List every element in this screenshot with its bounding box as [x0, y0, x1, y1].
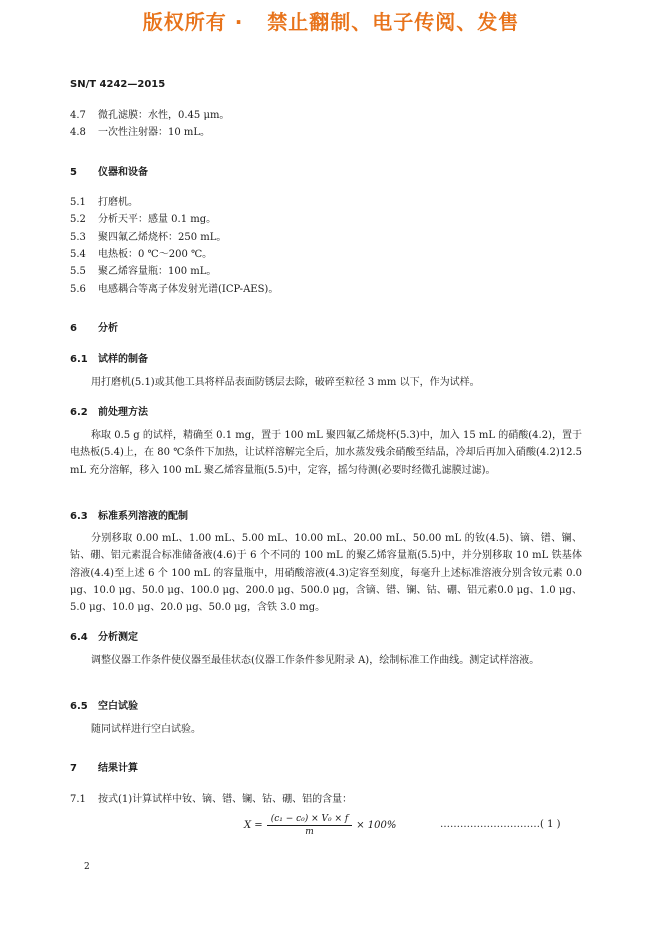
subsection-number: 6.1	[70, 354, 88, 365]
section-title: 分析	[98, 323, 118, 334]
list-item	[70, 109, 229, 123]
item-number: 5.1	[70, 197, 86, 208]
list-item	[70, 248, 212, 262]
subsection-heading	[70, 403, 148, 418]
item-number: 5.4	[70, 249, 86, 260]
section-heading	[70, 163, 148, 178]
paragraph: 用打磨机(5.1)或其他工具将样品表面防锈层去除，破碎至粒径 3 mm 以下，作为试样。	[91, 377, 480, 388]
subsection-number: 6.5	[70, 701, 88, 712]
list-item	[70, 231, 226, 245]
equation-number: …………………………( 1 )	[440, 819, 561, 830]
item-number: 5.6	[70, 284, 86, 295]
subsection-heading	[70, 628, 138, 643]
item-number: 4.7	[70, 110, 86, 121]
subsection-number: 6.2	[70, 407, 88, 418]
paragraph: 调整仪器工作条件使仪器至最佳状态(仪器工作条件参见附录 A)，绘制标准工作曲线。测定试样溶液。	[91, 655, 540, 666]
section-number: 5	[70, 167, 77, 178]
item-text: 电热板：0 ℃～200 ℃。	[98, 249, 213, 260]
paragraph: 随同试样进行空白试验。	[91, 724, 201, 735]
item-text: 聚四氟乙烯烧杯：250 mL。	[98, 232, 227, 243]
item-text: 分析天平：感量 0.1 mg。	[98, 214, 217, 225]
list-item	[70, 126, 210, 140]
item-text: 打磨机。	[98, 197, 138, 208]
subsection-title: 前处理方法	[98, 407, 148, 418]
subsection-heading	[70, 350, 148, 365]
subsection-heading	[70, 697, 138, 712]
list-item	[70, 196, 138, 210]
item-number: 5.3	[70, 232, 86, 243]
item-number: 5.2	[70, 214, 86, 225]
formula-lhs: X =	[244, 820, 263, 831]
item-text: 微孔滤膜：水性，0.45 μm。	[98, 110, 230, 121]
section-heading	[70, 759, 138, 774]
subsection-title: 分析测定	[98, 632, 138, 643]
list-item	[70, 213, 216, 227]
subsection-heading	[70, 507, 188, 522]
list-item	[70, 265, 216, 279]
standard-code: SN/T 4242—2015	[70, 79, 166, 90]
subsection-title: 标准系列溶液的配制	[98, 511, 188, 522]
copyright-watermark: 版权所有 · 禁止翻制、电子传阅、发售	[142, 10, 520, 34]
formula-denominator: m	[305, 827, 314, 837]
subsection-number: 6.3	[70, 511, 88, 522]
subsection-title: 试样的制备	[98, 354, 148, 365]
formula-1	[244, 814, 396, 837]
section-heading	[70, 319, 118, 334]
section-number: 7	[70, 763, 77, 774]
item-number: 5.5	[70, 266, 86, 277]
item-text: 一次性注射器：10 mL。	[98, 127, 211, 138]
clause-text: 按式(1)计算试样中钕、镝、镨、镧、钴、硼、铝的含量：	[98, 794, 353, 805]
section-title: 仪器和设备	[98, 167, 148, 178]
item-text: 电感耦合等离子体发射光谱(ICP-AES)。	[98, 284, 279, 295]
formula-fraction	[267, 814, 353, 837]
item-text: 聚乙烯容量瓶：100 mL。	[98, 266, 217, 277]
paragraph: 分别移取 0.00 mL、1.00 mL、5.00 mL、10.00 mL、20.00 mL、50.00 mL 的钕(4.5)、镝、镨、镧、钴、硼、铝元素混合标准储备液(4.6)于 6 个不同的 100 mL 的聚乙烯容量瓶(5.5)中，并分别移取 10 mL 铁基体溶液(4.4)至上述 6 个 100 mL 的容量瓶中，用硝酸溶液(4.3)定容至刻度，每毫升上述标准溶液分别含钕元素 0.0 μg、10.0 μg、50.0 μg、100.0 μg、200.0 μg、500.0 μg，含镝、镨、镧、钴、硼、铝元素0.0 μg、1.0 μg、5.0 μg、10.0 μg、20.0 μg、50.0 μg，含铁 3.0 mg。	[70, 533, 582, 614]
formula-rhs: × 100%	[356, 820, 397, 831]
item-number: 4.8	[70, 127, 86, 138]
list-item	[70, 283, 278, 297]
clause-number: 7.1	[70, 794, 86, 805]
clause-7-1	[70, 793, 352, 807]
subsection-title: 空白试验	[98, 701, 138, 712]
page-number: 2	[84, 862, 90, 872]
section-title: 结果计算	[98, 763, 138, 774]
subsection-number: 6.4	[70, 632, 88, 643]
formula-numerator: (c₁ − c₀) × V₀ × f	[267, 814, 353, 826]
paragraph: 称取 0.5 g 的试样，精确至 0.1 mg，置于 100 mL 聚四氟乙烯烧杯(5.3)中，加入 15 mL 的硝酸(4.2)，置于电热板(5.4)上，在 80 ℃条件下加热，让试样溶解完全后，加水蒸发残余硝酸至结晶，冷却后再加入硝酸(4.2)12.5 mL 充分溶解，移入 100 mL 聚乙烯容量瓶(5.5)中，定容，摇匀待测(必要时经微孔滤膜过滤)。	[70, 430, 582, 476]
section-number: 6	[70, 323, 77, 334]
